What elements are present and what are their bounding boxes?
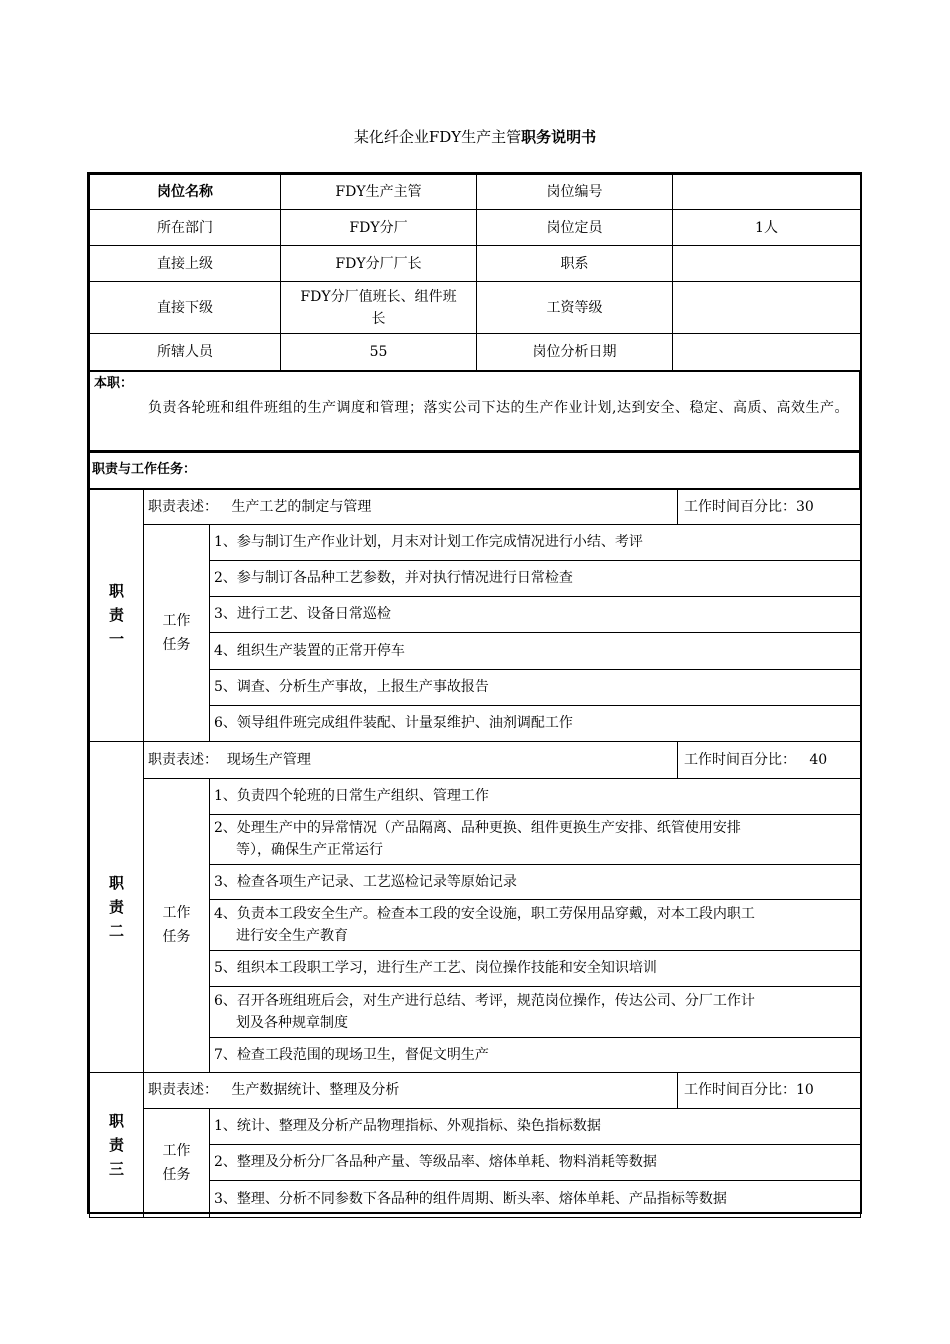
task-line: 进行安全生产教育 [236,927,348,944]
duty-1-name-char: 一 [108,630,124,648]
duty-1-name [90,489,144,741]
label-subordinates: 直接下级 [90,282,281,334]
summary-text: 负责各轮班和组件班组的生产调度和管理；落实公司下达的生产作业计划,达到安全、稳定、高质、高效生产。 [148,400,849,416]
summary-cell [90,372,860,451]
info-row-subordinates [90,282,861,334]
duty-2-name-char: 二 [108,921,124,940]
duty-1-task-6: 6、领导组件班完成组件装配、计量泵维护、油剂调配工作 [210,705,861,741]
value-superior: FDY分厂厂长 [281,246,477,282]
duty-2-desc [144,741,678,778]
duty-3-name [90,1072,144,1217]
duty-3-pct [678,1072,861,1108]
duty-2-name [90,741,144,1072]
task-label-line: 工作 [162,1142,191,1159]
duty-1-desc [144,489,678,524]
title-suffix: 职务说明书 [521,128,597,146]
task-line: 2、处理生产中的异常情况（产品隔离、品种更换、组件更换生产安排、纸管使用安排 [214,820,741,836]
info-row-department [90,210,861,246]
duty-2-task-7: 7、检查工段范围的现场卫生，督促文明生产 [210,1037,861,1072]
label-headcount: 岗位定员 [477,210,673,246]
duty-2-task-1: 1、负责四个轮班的日常生产组织、管理工作 [210,778,861,814]
label-analysis-date: 岗位分析日期 [477,334,673,371]
duty-1-pct [678,489,861,524]
task-label-line: 工作 [162,612,191,629]
label-position-name: 岗位名称 [90,175,281,210]
duty-2-pct-label: 工作时间百分比： [684,751,797,768]
value-analysis-date [673,334,861,371]
duty-2-name-char: 职 [108,873,124,892]
duty-2-name-char: 责 [108,897,124,916]
label-salary-grade: 工资等级 [477,282,673,334]
duty-2-task-6 [210,986,861,1037]
duty-2-task-3: 3、检查各项生产记录、工艺巡检记录等原始记录 [210,864,861,899]
task-label-line: 任务 [162,929,191,945]
label-staff: 所辖人员 [90,334,281,371]
duty-2-task-label [144,778,210,1072]
duty-1-task-5: 5、调查、分析生产事故，上报生产事故报告 [210,669,861,705]
summary-label: 本职： [94,376,134,391]
info-row-staff [90,334,861,371]
duty-3-desc-row [90,1072,861,1108]
duty-1-desc-label: 职责表述： [148,498,218,515]
duty-1-desc-text: 生产工艺的制定与管理 [231,498,372,515]
duty-3-task-1: 1、统计、整理及分析产品物理指标、外观指标、染色指标数据 [210,1108,861,1144]
task-line: 等），确保生产正常运行 [236,842,383,858]
summary-table [89,371,860,451]
duty-1-pct-value: 30 [796,498,814,515]
duty-2-desc-label: 职责表述： [148,751,218,768]
duties-table [89,489,861,1218]
label-job-family: 职系 [477,246,673,282]
duty-2-task-5: 5、组织本工段职工学习，进行生产工艺、岗位操作技能和安全知识培训 [210,950,861,986]
duty-1-name-char: 责 [108,606,124,624]
table-row [90,1108,861,1144]
task-line: 4、负责本工段安全生产。检查本工段的安全设施，职工劳保用品穿戴，对本工段内职工 [214,905,755,922]
duty-3-pct-value: 10 [796,1082,814,1098]
info-row-position-name [90,175,861,210]
duty-1-task-1: 1、参与制订生产作业计划，月末对计划工作完成情况进行小结、考评 [210,524,861,560]
task-label-line: 任务 [162,636,191,653]
duties-header-table [89,451,860,489]
task-line: 划及各种规章制度 [236,1014,348,1031]
label-superior: 直接上级 [90,246,281,282]
duty-3-desc-text: 生产数据统计、整理及分析 [231,1082,400,1098]
duty-3-desc [144,1072,678,1108]
job-description-form [87,172,862,1214]
duty-1-pct-label: 工作时间百分比： [684,498,797,515]
basic-info-table [89,174,861,371]
duty-1-desc-row [90,489,861,524]
duty-1-task-label [144,524,210,741]
duty-3-pct-label: 工作时间百分比： [684,1082,797,1098]
duty-2-desc-text: 现场生产管理 [226,751,311,768]
value-subordinates [281,282,477,334]
duty-2-task-4 [210,899,861,950]
duty-1-task-3: 3、进行工艺、设备日常巡检 [210,596,861,632]
value-subordinates-line2: 长 [371,310,386,327]
duty-3-name-char: 责 [108,1135,124,1154]
duty-3-name-char: 三 [108,1159,124,1178]
duty-2-pct-value: 40 [809,751,828,768]
document-title [0,126,950,148]
duty-1-name-char: 职 [108,582,124,600]
value-department: FDY分厂 [281,210,477,246]
title-prefix: 某化纤企业FDY生产主管 [353,128,522,146]
duty-3-task-label [144,1108,210,1217]
value-salary-grade [673,282,861,334]
task-label-line: 任务 [162,1166,191,1183]
value-position-name: FDY生产主管 [281,175,477,210]
duty-3-task-3: 3、整理、分析不同参数下各品种的组件周期、断头率、熔体单耗、产品指标等数据 [210,1180,861,1217]
value-subordinates-line1: FDY分厂值班长、组件班 [300,288,457,305]
value-position-code [673,175,861,210]
info-row-superior [90,246,861,282]
label-position-code: 岗位编号 [477,175,673,210]
task-line: 6、召开各班组班后会，对生产进行总结、考评，规范岗位操作，传达公司、分厂工作计 [214,992,755,1009]
duty-3-task-2: 2、整理及分析分厂各品种产量、等级品率、熔体单耗、物料消耗等数据 [210,1144,861,1180]
duty-2-task-2 [210,814,861,864]
value-staff: 55 [281,334,477,371]
value-headcount: 1人 [673,210,861,246]
duty-3-desc-label: 职责表述： [148,1082,218,1098]
duty-3-name-char: 职 [108,1111,124,1130]
label-department: 所在部门 [90,210,281,246]
duty-2-desc-row [90,741,861,778]
table-row [90,778,861,814]
duty-1-task-2: 2、参与制订各品种工艺参数，并对执行情况进行日常检查 [210,560,861,596]
task-label-line: 工作 [162,905,191,921]
duties-label: 职责与工作任务： [90,452,860,488]
value-job-family [673,246,861,282]
table-row [90,524,861,560]
duty-1-task-4: 4、组织生产装置的正常开停车 [210,632,861,669]
duty-2-pct [678,741,861,778]
